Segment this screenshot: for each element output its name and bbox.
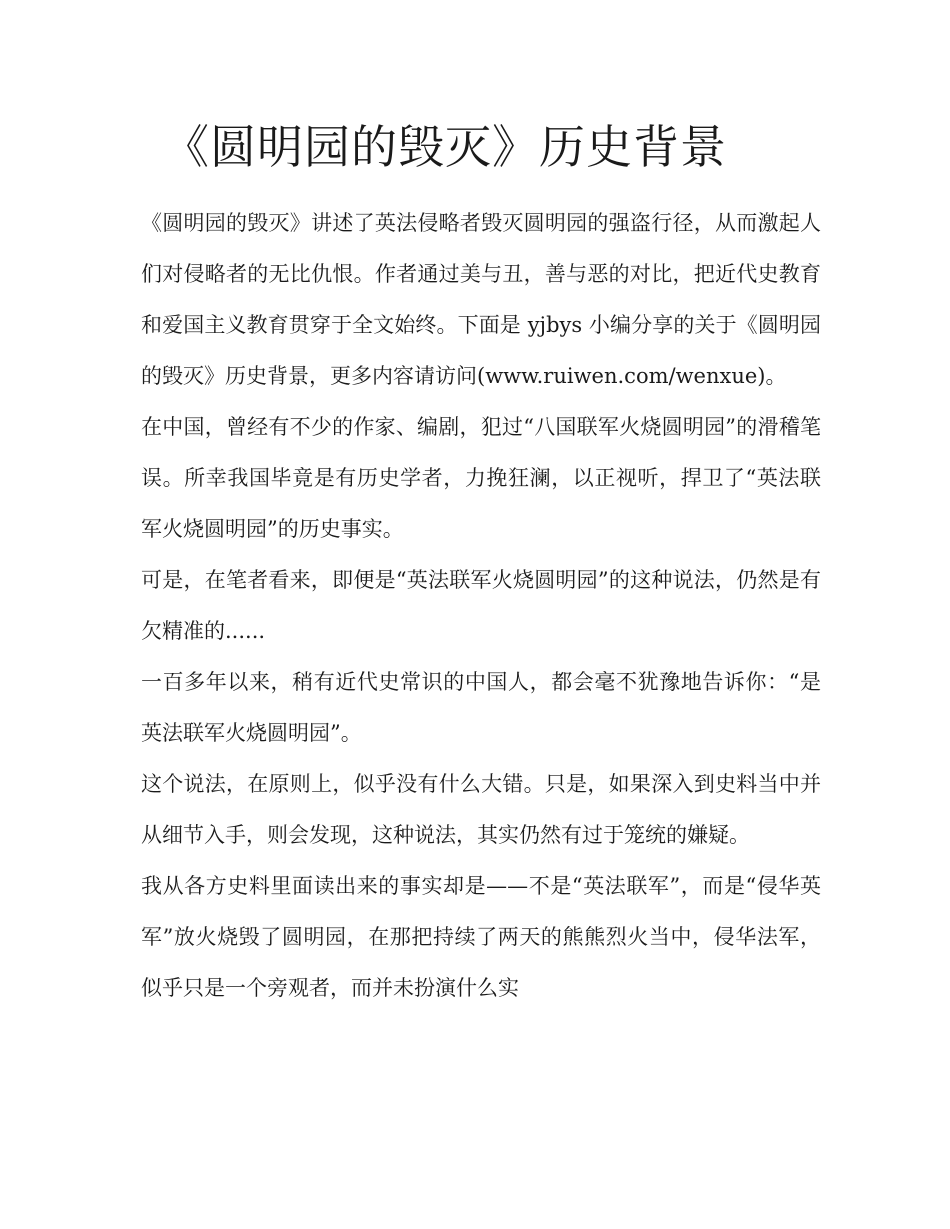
paragraph-eight-nations-error: 在中国，曾经有不少的作家、编剧，犯过“八国联军火烧圆明园”的滑稽笔误。所幸我国毕竟是有历史学者，力挽狂澜，以正视听，捍卫了“英法联军火烧圆明园”的历史事实。	[141, 415, 821, 541]
article-body	[141, 198, 821, 1014]
paragraph-too-general: 这个说法，在原则上，似乎没有什么大错。只是，如果深入到史料当中并从细节入手，则会发现，这种说法，其实仍然有过于笼统的嫌疑。	[141, 772, 821, 847]
paragraph-intro: 《圆明园的毁灭》讲述了英法侵略者毁灭圆明园的强盗行径，从而激起人们对侵略者的无比仇恨。作者通过美与丑，善与恶的对比，把近代史教育和爱国主义教育贯穿于全文始终。下面是 yjbys 小编分享的关于《圆明园的毁灭》历史背景，更多内容请访问(www.ruiwen.com/wenxue)。	[141, 211, 821, 388]
paragraph-common-knowledge: 一百多年以来，稍有近代史常识的中国人，都会毫不犹豫地告诉你：“是英法联军火烧圆明园”。	[141, 670, 821, 745]
paragraph-british-army: 我从各方史料里面读出来的事实却是——不是“英法联军”，而是“侵华英军”放火烧毁了圆明园，在那把持续了两天的熊熊烈火当中，侵华法军，似乎只是一个旁观者，而并未扮演什么实	[141, 874, 821, 1000]
paragraph-author-view: 可是，在笔者看来，即便是“英法联军火烧圆明园”的这种说法，仍然是有欠精准的......	[141, 568, 821, 643]
page-title: 《圆明园的毁灭》历史背景	[163, 120, 727, 174]
